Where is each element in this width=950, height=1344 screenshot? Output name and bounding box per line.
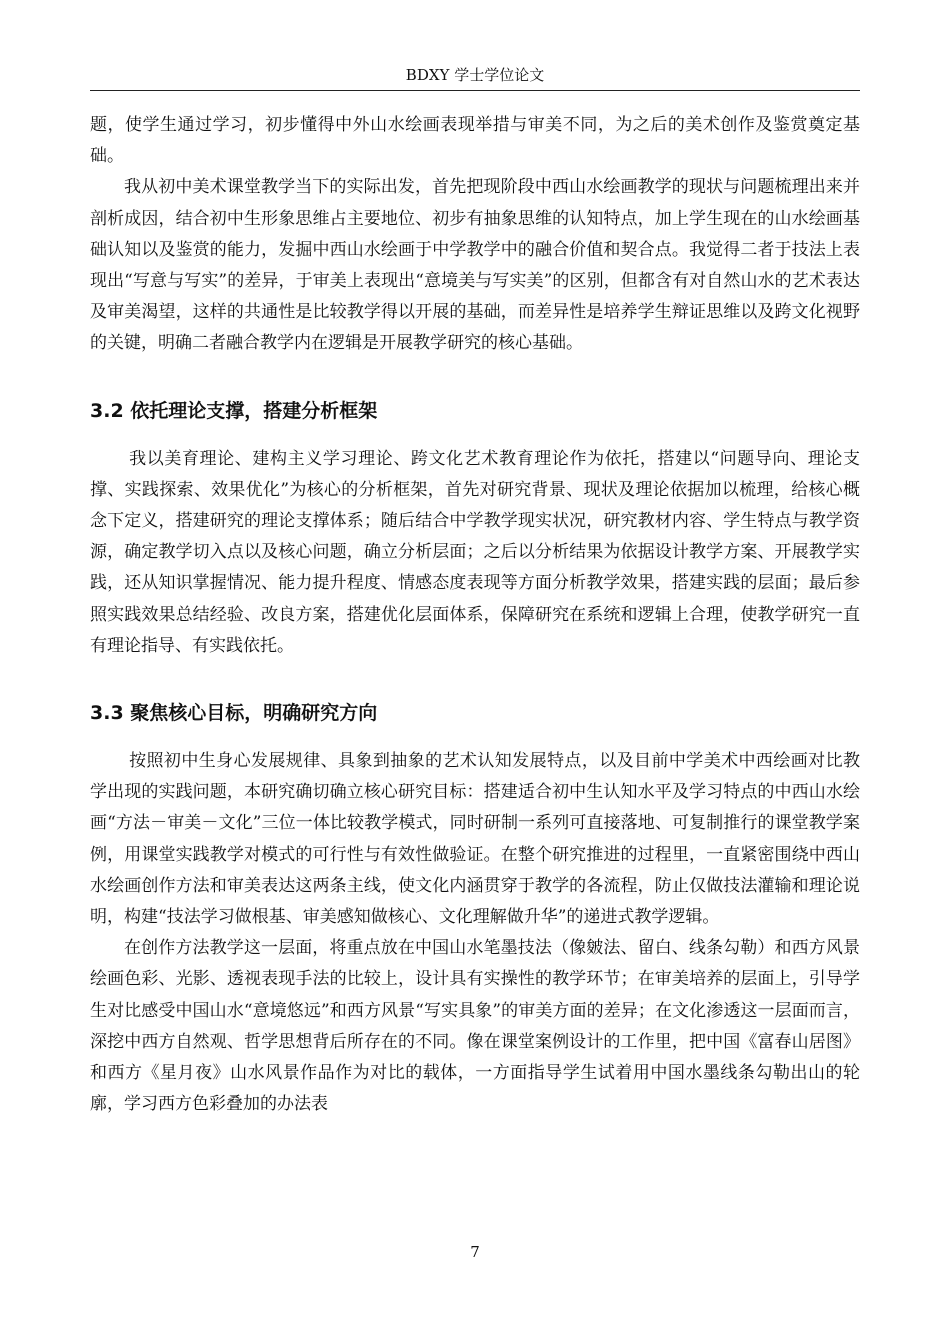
paragraph-intro: 题，使学生通过学习，初步懂得中外山水绘画表现举措与审美不同，为之后的美术创作及鉴赏奠定基础。 bbox=[90, 115, 860, 167]
section-heading-3-2: 3.2 依托理论支撑，搭建分析框架 bbox=[90, 399, 378, 422]
page-header bbox=[90, 60, 860, 91]
paragraph-4: 在创作方法教学这一层面，将重点放在中国山水笔墨技法（像皴法、留白、线条勾勒）和西方风景绘画色彩、光影、透视表现手法的比较上，设计具有实操性的教学环节；在审美培养的层面上，引导学生对比感受中国山水“意境悠远”和西方风景“写实具象”的审美方面的差异；在文化渗透这一层面而言，深挖中西方自然观、哲学思想背后所存在的不同。像在课堂案例设计的工作里，把中国《富春山居图》和西方《星月夜》山水风景作品作为对比的载体，一方面指导学生试着用中国水墨线条勾勒出山的轮廓，学习西方色彩叠加的办法表 bbox=[90, 938, 860, 1115]
header-title: BDXY 学士学位论文 bbox=[405, 66, 545, 84]
main-content bbox=[90, 110, 860, 1120]
paragraph-1: 我从初中美术课堂教学当下的实际出发，首先把现阶段中西山水绘画教学的现状与问题梳理出来并剖析成因，结合初中生形象思维占主要地位、初步有抽象思维的认知特点，加上学生现在的山水绘画基础认知以及鉴赏的能力，发掘中西山水绘画于中学教学中的融合价值和契合点。我觉得二者于技法上表现出“写意与写实”的差异，于审美上表现出“意境美与写实美”的区别，但都含有对自然山水的艺术表达及审美渴望，这样的共通性是比较教学得以开展的基础，而差异性是培养学生辩证思维以及跨文化视野的关键，明确二者融合教学内在逻辑是开展教学研究的核心基础。 bbox=[90, 177, 860, 354]
paragraph-2: 我以美育理论、建构主义学习理论、跨文化艺术教育理论作为依托，搭建以“问题导向、理论支撑、实践探索、效果优化”为核心的分析框架，首先对研究背景、现状及理论依据加以梳理，给核心概念下定义，搭建研究的理论支撑体系；随后结合中学教学现实状况，研究教材内容、学生特点与教学资源，确定教学切入点以及核心问题，确立分析层面；之后以分析结果为依据设计教学方案、开展教学实践，还从知识掌握情况、能力提升程度、情感态度表现等方面分析教学效果，搭建实践的层面；最后参照实践效果总结经验、改良方案，搭建优化层面体系，保障研究在系统和逻辑上合理，使教学研究一直有理论指导、有实践依托。 bbox=[90, 448, 860, 656]
paragraph-3: 按照初中生身心发展规律、具象到抽象的艺术认知发展特点，以及目前中学美术中西绘画对比教学出现的实践问题，本研究确切确立核心研究目标：搭建适合初中生认知水平及学习特点的中西山水绘画“方法－审美－文化”三位一体比较教学模式，同时研制一系列可直接落地、可复制推行的课堂教学案例，用课堂实践教学对模式的可行性与有效性做验证。在整个研究推进的过程里，一直紧密围绕中西山水绘画创作方法和审美表达这两条主线，使文化内涵贯穿于教学的各流程，防止仅做技法灌输和理论说明，构建“技法学习做根基、审美感知做核心、文化理解做升华”的递进式教学逻辑。 bbox=[90, 751, 860, 928]
page-number: 7 bbox=[470, 1243, 480, 1261]
section-heading-3-3: 3.3 聚焦核心目标，明确研究方向 bbox=[90, 702, 378, 725]
